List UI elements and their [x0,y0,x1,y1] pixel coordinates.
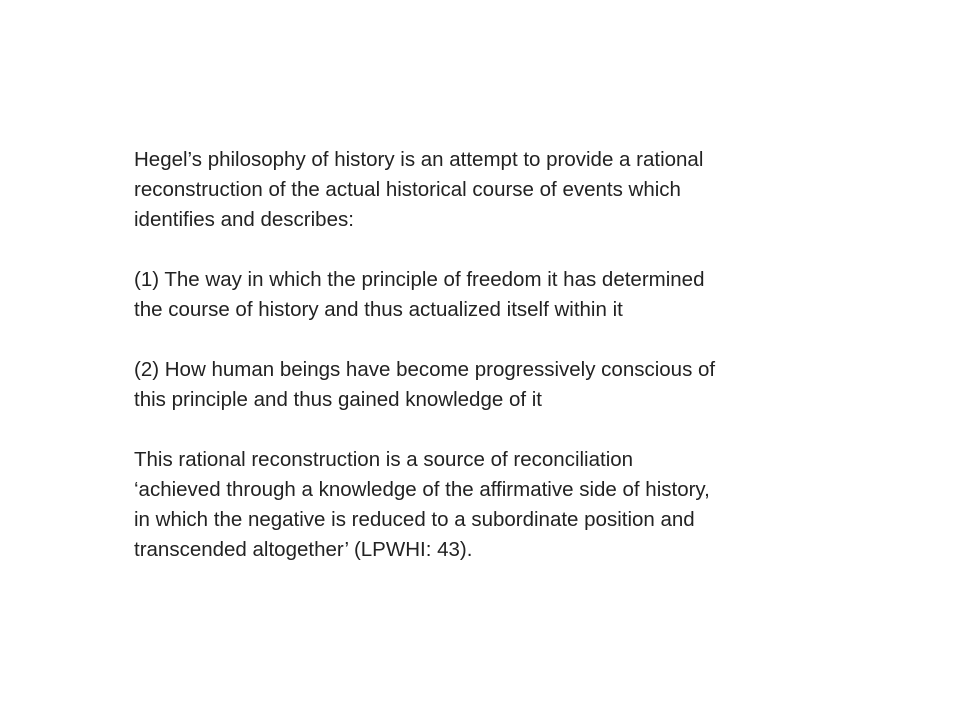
slide-body-text [134,145,854,565]
point-one-paragraph: (1) The way in which the principle of freedom it has determined the course of history and thus actualized itself within it [134,268,705,321]
intro-paragraph: Hegel’s philosophy of history is an attempt to provide a rational reconstruction of the actual historical course of events which identifies and describes: [134,148,704,231]
point-two-paragraph: (2) How human beings have become progressively conscious of this principle and thus gained knowledge of it [134,358,716,411]
reconciliation-paragraph: This rational reconstruction is a source of reconciliation ‘achieved through a knowledge of the affirmative side of history, in which the negative is reduced to a subordinate position and transcended altogether’ (LPWHI: 43). [134,448,710,561]
